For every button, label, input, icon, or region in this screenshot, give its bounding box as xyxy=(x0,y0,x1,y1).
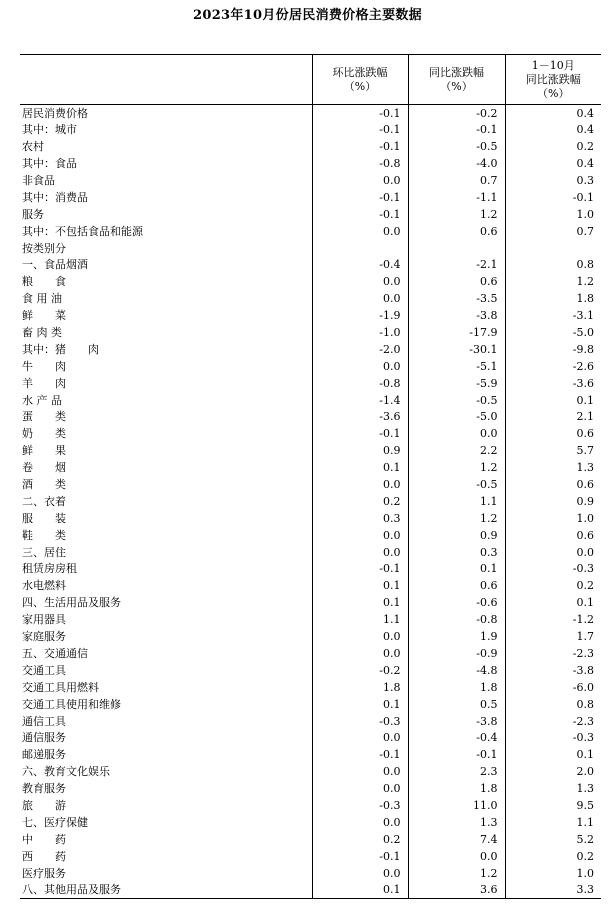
table-row xyxy=(20,510,601,527)
cell-yoy: -4.0 xyxy=(408,155,505,172)
cell-yoy: -5.9 xyxy=(408,375,505,392)
cell-yoy: 1.9 xyxy=(408,628,505,645)
cell-mom: 0.1 xyxy=(312,459,408,476)
cell-ytd: -1.2 xyxy=(505,611,601,628)
table-header xyxy=(20,55,601,105)
table-row xyxy=(20,442,601,459)
cell-ytd: -2.6 xyxy=(505,358,601,375)
table-row xyxy=(20,172,601,189)
cell-yoy: 1.8 xyxy=(408,780,505,797)
cell-yoy: -2.1 xyxy=(408,257,505,274)
table-row xyxy=(20,848,601,865)
row-label: 鲜 菜 xyxy=(22,309,66,323)
cell-ytd: -9.8 xyxy=(505,341,601,358)
cell-yoy: -0.1 xyxy=(408,746,505,763)
cell-mom: 0.0 xyxy=(312,645,408,662)
cell-mom: 1.8 xyxy=(312,679,408,696)
cell-mom: -0.1 xyxy=(312,105,408,122)
cell-mom: -0.8 xyxy=(312,155,408,172)
cell-ytd: 2.1 xyxy=(505,409,601,426)
cell-yoy: 11.0 xyxy=(408,797,505,814)
table-row xyxy=(20,831,601,848)
cell-yoy: -0.4 xyxy=(408,729,505,746)
cpi-data-table xyxy=(20,54,601,899)
row-label: 鲜 果 xyxy=(22,444,66,458)
table-row xyxy=(20,341,601,358)
table-body xyxy=(20,105,601,899)
cell-ytd: 5.7 xyxy=(505,442,601,459)
header-ytd-line2: 同比涨跌幅 xyxy=(525,72,581,86)
cell-mom: 0.9 xyxy=(312,442,408,459)
row-label: 粮 食 xyxy=(22,275,66,289)
row-label: 租赁房房租 xyxy=(22,562,77,576)
row-label: 六、教育文化娱乐 xyxy=(22,765,110,779)
row-label: 服 装 xyxy=(22,511,66,525)
row-label: 农村 xyxy=(22,140,44,154)
row-label: 交通工具 xyxy=(22,663,66,677)
cell-mom: -0.1 xyxy=(312,138,408,155)
cell-yoy: -3.8 xyxy=(408,713,505,730)
table-row xyxy=(20,780,601,797)
cell-ytd: 0.3 xyxy=(505,172,601,189)
table-row xyxy=(20,493,601,510)
cell-ytd: -2.3 xyxy=(505,645,601,662)
table-row xyxy=(20,746,601,763)
cell-yoy: 3.6 xyxy=(408,881,505,898)
header-item-column xyxy=(20,55,312,105)
cell-yoy: -0.9 xyxy=(408,645,505,662)
cell-mom: -0.1 xyxy=(312,746,408,763)
header-mom-line2: （%） xyxy=(343,79,377,93)
cell-yoy: 0.1 xyxy=(408,561,505,578)
table-row xyxy=(20,865,601,882)
cell-mom: 0.0 xyxy=(312,476,408,493)
row-label: 七、医疗保健 xyxy=(22,815,88,829)
cell-mom: -0.3 xyxy=(312,797,408,814)
table-row xyxy=(20,527,601,544)
cell-ytd: 1.8 xyxy=(505,290,601,307)
row-label: 五、交通通信 xyxy=(22,646,88,660)
cell-ytd: 1.7 xyxy=(505,628,601,645)
cell-mom: -1.0 xyxy=(312,324,408,341)
cell-ytd: 0.4 xyxy=(505,155,601,172)
row-label: 奶 类 xyxy=(22,427,66,441)
cell-yoy: 2.2 xyxy=(408,442,505,459)
cell-mom: 0.1 xyxy=(312,577,408,594)
cell-mom: 0.0 xyxy=(312,544,408,561)
cell-mom: -0.1 xyxy=(312,121,408,138)
row-label: 鞋 类 xyxy=(22,528,66,542)
row-label: 西 药 xyxy=(22,849,66,863)
cell-mom: 0.0 xyxy=(312,780,408,797)
cell-ytd: 2.0 xyxy=(505,763,601,780)
table-row xyxy=(20,105,601,122)
cell-mom: 0.1 xyxy=(312,881,408,898)
cell-yoy: -0.2 xyxy=(408,105,505,122)
row-label: 交通工具用燃料 xyxy=(22,680,99,694)
table-row xyxy=(20,155,601,172)
cell-ytd: 1.0 xyxy=(505,206,601,223)
cell-ytd: 5.2 xyxy=(505,831,601,848)
cell-mom: -0.8 xyxy=(312,375,408,392)
cell-ytd: -2.3 xyxy=(505,713,601,730)
cell-ytd: 0.6 xyxy=(505,476,601,493)
cell-ytd: 0.1 xyxy=(505,392,601,409)
row-label: 通信工具 xyxy=(22,714,66,728)
row-label: 羊 肉 xyxy=(22,376,66,390)
cell-yoy: 0.6 xyxy=(408,577,505,594)
cell-ytd: 1.3 xyxy=(505,459,601,476)
cell-yoy: -0.5 xyxy=(408,476,505,493)
cell-yoy: 7.4 xyxy=(408,831,505,848)
table-row xyxy=(20,257,601,274)
table-row xyxy=(20,696,601,713)
table-row xyxy=(20,645,601,662)
cell-yoy: 1.2 xyxy=(408,865,505,882)
row-label: 其中：食品 xyxy=(22,157,77,171)
cell-yoy: 1.3 xyxy=(408,814,505,831)
table-row xyxy=(20,881,601,898)
cell-ytd: 0.2 xyxy=(505,138,601,155)
cell-mom: 0.0 xyxy=(312,865,408,882)
table-row xyxy=(20,814,601,831)
table-row xyxy=(20,425,601,442)
cell-mom: 0.0 xyxy=(312,358,408,375)
table-row xyxy=(20,763,601,780)
table-row xyxy=(20,409,601,426)
cell-ytd: 0.6 xyxy=(505,527,601,544)
header-mom xyxy=(312,55,408,105)
table-row xyxy=(20,713,601,730)
table-row xyxy=(20,206,601,223)
cell-mom: -0.4 xyxy=(312,257,408,274)
cell-yoy: -5.0 xyxy=(408,409,505,426)
cell-mom: 0.0 xyxy=(312,628,408,645)
cell-ytd xyxy=(505,240,601,257)
cell-ytd: 0.7 xyxy=(505,223,601,240)
row-label: 畜 肉 类 xyxy=(22,326,62,340)
row-label: 教育服务 xyxy=(22,782,66,796)
table-row xyxy=(20,307,601,324)
row-label: 交通工具使用和维修 xyxy=(22,697,121,711)
cell-ytd: -3.1 xyxy=(505,307,601,324)
cell-mom: 0.0 xyxy=(312,290,408,307)
table-row xyxy=(20,594,601,611)
row-label: 其中：不包括食品和能源 xyxy=(22,224,143,238)
header-mom-line1: 环比涨跌幅 xyxy=(332,65,388,79)
cell-mom: 0.1 xyxy=(312,594,408,611)
row-label: 食 用 油 xyxy=(22,292,62,306)
cell-mom xyxy=(312,240,408,257)
cell-mom: 0.0 xyxy=(312,814,408,831)
row-label: 其中：猪 肉 xyxy=(22,342,99,356)
row-label: 中 药 xyxy=(22,832,66,846)
page-title: 2023年10月份居民消费价格主要数据 xyxy=(193,8,422,23)
header-yoy-line2: （%） xyxy=(440,79,473,93)
row-label: 牛 肉 xyxy=(22,359,66,373)
cell-ytd: 1.0 xyxy=(505,510,601,527)
cell-yoy: -0.8 xyxy=(408,611,505,628)
cell-mom: 0.0 xyxy=(312,729,408,746)
cell-yoy: 0.0 xyxy=(408,848,505,865)
row-label: 邮递服务 xyxy=(22,748,66,762)
cell-mom: -3.6 xyxy=(312,409,408,426)
cell-yoy xyxy=(408,240,505,257)
cell-yoy: -1.1 xyxy=(408,189,505,206)
cell-yoy: 0.3 xyxy=(408,544,505,561)
table-row xyxy=(20,628,601,645)
header-ytd-line1: 1－10月 xyxy=(531,58,575,72)
table-row xyxy=(20,358,601,375)
cell-ytd: 1.2 xyxy=(505,273,601,290)
row-label: 旅 游 xyxy=(22,798,66,812)
row-label: 家庭服务 xyxy=(22,630,66,644)
cell-yoy: -4.8 xyxy=(408,662,505,679)
table-row xyxy=(20,324,601,341)
header-ytd xyxy=(505,55,601,105)
cell-ytd: -0.1 xyxy=(505,189,601,206)
row-label: 非食品 xyxy=(22,174,55,187)
cell-ytd: 3.3 xyxy=(505,881,601,898)
header-yoy-line1: 同比涨跌幅 xyxy=(429,65,484,79)
row-label: 居民消费价格 xyxy=(22,106,88,120)
cell-ytd: 0.2 xyxy=(505,848,601,865)
table-row xyxy=(20,223,601,240)
cell-ytd: 0.8 xyxy=(505,257,601,274)
row-label: 酒 类 xyxy=(22,478,66,492)
cell-ytd: 1.1 xyxy=(505,814,601,831)
cell-mom: -0.1 xyxy=(312,425,408,442)
cell-yoy: -3.5 xyxy=(408,290,505,307)
table-row xyxy=(20,240,601,257)
table-row xyxy=(20,121,601,138)
cell-yoy: 0.9 xyxy=(408,527,505,544)
cell-ytd: 0.1 xyxy=(505,594,601,611)
cell-yoy: 1.2 xyxy=(408,206,505,223)
table-row xyxy=(20,662,601,679)
cell-ytd: -0.3 xyxy=(505,729,601,746)
row-label: 服务 xyxy=(22,207,44,221)
row-label: 医疗服务 xyxy=(22,866,66,880)
row-label: 三、居住 xyxy=(22,545,66,559)
cell-yoy: 1.8 xyxy=(408,679,505,696)
table-row xyxy=(20,729,601,746)
table-row xyxy=(20,138,601,155)
row-label: 按类别分 xyxy=(22,241,66,255)
cell-yoy: 1.2 xyxy=(408,510,505,527)
cell-ytd: 0.9 xyxy=(505,493,601,510)
cell-ytd: 1.3 xyxy=(505,780,601,797)
row-label: 水电燃料 xyxy=(22,579,66,593)
cell-yoy: -30.1 xyxy=(408,341,505,358)
cell-yoy: -5.1 xyxy=(408,358,505,375)
cell-ytd: 0.4 xyxy=(505,121,601,138)
cell-ytd: 0.0 xyxy=(505,544,601,561)
header-ytd-line3: （%） xyxy=(537,86,570,100)
cell-mom: 0.0 xyxy=(312,223,408,240)
row-label: 其中：消费品 xyxy=(22,190,88,204)
row-label: 四、生活用品及服务 xyxy=(22,596,121,610)
cell-yoy: -0.5 xyxy=(408,138,505,155)
cell-yoy: 0.0 xyxy=(408,425,505,442)
table-row xyxy=(20,577,601,594)
cell-mom: 1.1 xyxy=(312,611,408,628)
row-label: 通信服务 xyxy=(22,731,66,745)
cell-yoy: 2.3 xyxy=(408,763,505,780)
header-yoy xyxy=(408,55,505,105)
table-row xyxy=(20,459,601,476)
cell-yoy: -0.1 xyxy=(408,121,505,138)
cell-yoy: 0.7 xyxy=(408,172,505,189)
cell-yoy: 1.2 xyxy=(408,459,505,476)
cell-ytd: -3.6 xyxy=(505,375,601,392)
cell-mom: 0.3 xyxy=(312,510,408,527)
cell-mom: -2.0 xyxy=(312,341,408,358)
cell-mom: 0.1 xyxy=(312,696,408,713)
table-row xyxy=(20,561,601,578)
cell-mom: 0.0 xyxy=(312,172,408,189)
cell-mom: -0.1 xyxy=(312,848,408,865)
cell-yoy: 0.6 xyxy=(408,223,505,240)
row-label: 水 产 品 xyxy=(22,393,62,407)
cell-ytd: 0.8 xyxy=(505,696,601,713)
cell-mom: -1.4 xyxy=(312,392,408,409)
cell-ytd: -6.0 xyxy=(505,679,601,696)
cell-mom: 0.0 xyxy=(312,527,408,544)
cell-ytd: 0.1 xyxy=(505,746,601,763)
table-row xyxy=(20,189,601,206)
table-row xyxy=(20,375,601,392)
cell-mom: -0.1 xyxy=(312,189,408,206)
cell-mom: 0.2 xyxy=(312,493,408,510)
cell-ytd: -5.0 xyxy=(505,324,601,341)
table-row xyxy=(20,544,601,561)
cell-yoy: -3.8 xyxy=(408,307,505,324)
cell-mom: 0.0 xyxy=(312,273,408,290)
cell-ytd: 1.0 xyxy=(505,865,601,882)
cell-yoy: 1.1 xyxy=(408,493,505,510)
cell-mom: -0.2 xyxy=(312,662,408,679)
table-row xyxy=(20,797,601,814)
row-label: 八、其他用品及服务 xyxy=(20,881,312,898)
cell-mom: 0.0 xyxy=(312,763,408,780)
cell-mom: -0.1 xyxy=(312,561,408,578)
table-row xyxy=(20,476,601,493)
row-label: 一、食品烟酒 xyxy=(22,258,88,272)
table-row xyxy=(20,290,601,307)
row-label: 家用器具 xyxy=(22,613,66,627)
table-row xyxy=(20,679,601,696)
cell-mom: -0.3 xyxy=(312,713,408,730)
cell-yoy: -0.6 xyxy=(408,594,505,611)
cell-mom: -0.1 xyxy=(312,206,408,223)
table-row xyxy=(20,611,601,628)
row-label: 二、衣着 xyxy=(22,494,66,508)
row-label: 卷 烟 xyxy=(22,461,66,475)
table-row xyxy=(20,273,601,290)
cell-ytd: -3.8 xyxy=(505,662,601,679)
cell-yoy: -0.5 xyxy=(408,392,505,409)
cell-ytd: 0.6 xyxy=(505,425,601,442)
cell-ytd: 0.2 xyxy=(505,577,601,594)
cell-yoy: 0.6 xyxy=(408,273,505,290)
row-label: 蛋 类 xyxy=(22,410,66,424)
row-label: 其中：城市 xyxy=(22,123,77,137)
cell-ytd: -0.3 xyxy=(505,561,601,578)
cell-yoy: 0.5 xyxy=(408,696,505,713)
cell-yoy: -17.9 xyxy=(408,324,505,341)
cell-mom: 0.2 xyxy=(312,831,408,848)
table-row xyxy=(20,392,601,409)
cell-mom: -1.9 xyxy=(312,307,408,324)
cell-ytd: 9.5 xyxy=(505,797,601,814)
cell-ytd: 0.4 xyxy=(505,105,601,122)
